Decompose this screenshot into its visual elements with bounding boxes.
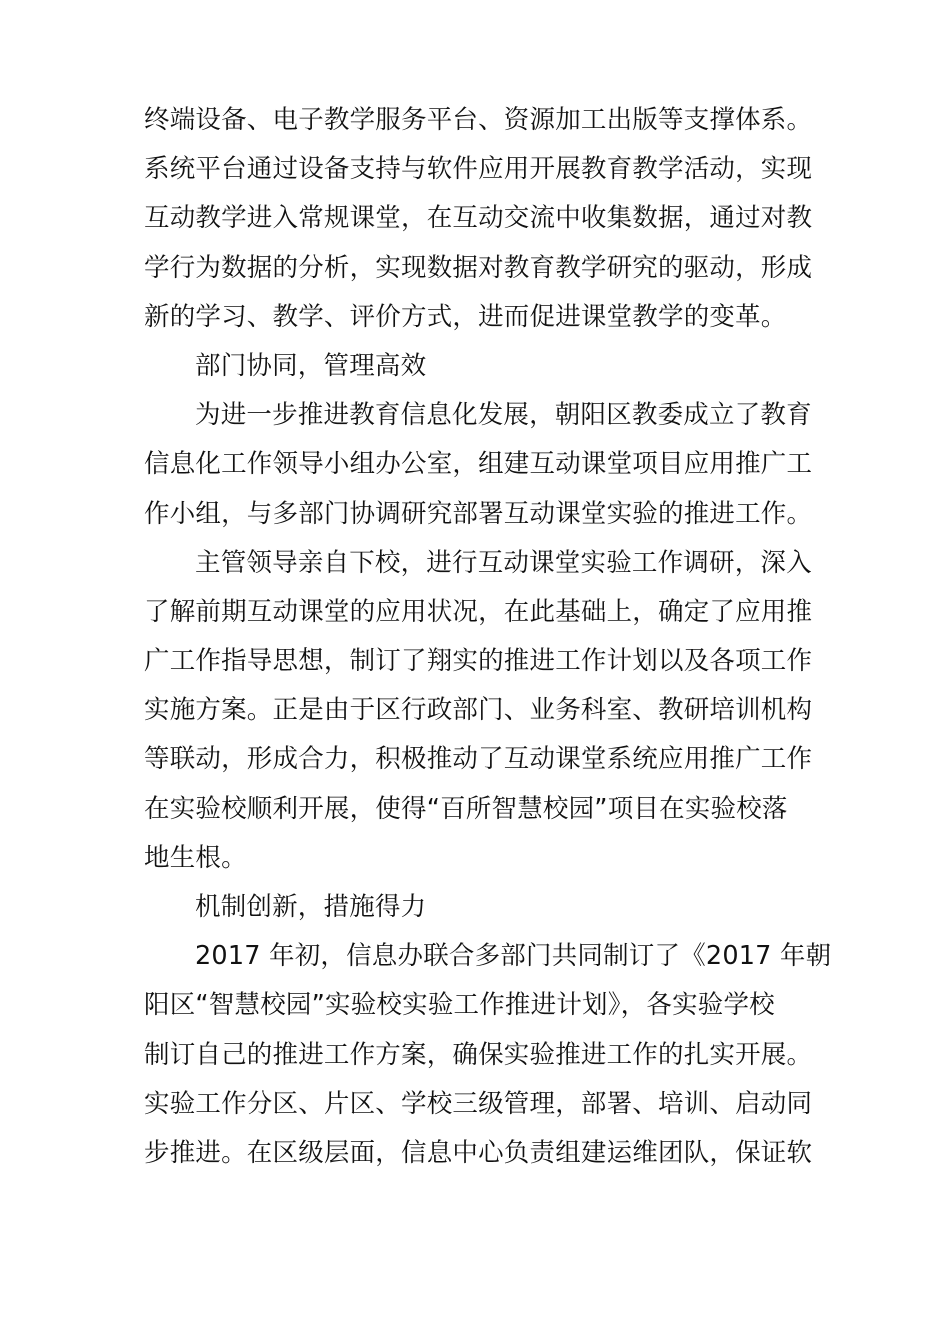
text-line: 主管领导亲自下校，进行互动课堂实验工作调研，深入 [195, 547, 812, 578]
text-line: 等联动，形成合力，积极推动了互动课堂系统应用推广工作 [144, 744, 813, 775]
text-line: 实验工作分区、片区、学校三级管理，部署、培训、启动同 [144, 1088, 813, 1119]
document-body [144, 96, 832, 1178]
section-heading-mechanism-innovation: 机制创新，措施得力 [195, 892, 427, 922]
text-line: 2017 年初，信息办联合多部门共同制订了《2017 年朝 [195, 941, 832, 972]
text-line: 了解前期互动课堂的应用状况，在此基础上，确定了应用推 [144, 596, 813, 627]
text-line: 作小组，与多部门协调研究部署互动课堂实验的推进工作。 [144, 498, 813, 529]
text-line: 终端设备、电子教学服务平台、资源加工出版等支撑体系。 [144, 105, 813, 135]
text-line: 信息化工作领导小组办公室，组建互动课堂项目应用推广工 [144, 449, 813, 480]
text-line: 实施方案。正是由于区行政部门、业务科室、教研培训机构 [144, 695, 813, 726]
text-line: 步推进。在区级层面，信息中心负责组建运维团队，保证软 [144, 1137, 813, 1168]
text-line: 新的学习、教学、评价方式，进而促进课堂教学的变革。 [144, 301, 787, 332]
text-line: 学行为数据的分析，实现数据对教育教学研究的驱动，形成 [144, 252, 813, 283]
text-line: 在实验校顺利开展，使得“百所智慧校园”项目在实验校落 [144, 793, 788, 824]
text-line: 地生根。 [144, 842, 247, 873]
text-line: 阳区“智慧校园”实验校实验工作推进计划》，各实验学校 [144, 990, 775, 1021]
text-line: 为进一步推进教育信息化发展，朝阳区教委成立了教育 [195, 400, 812, 431]
text-line: 广工作指导思想，制订了翔实的推进工作计划以及各项工作 [144, 646, 813, 677]
text-line: 系统平台通过设备支持与软件应用开展教育教学活动，实现 [144, 154, 813, 185]
text-line: 制订自己的推进工作方案，确保实验推进工作的扎实开展。 [144, 1039, 813, 1070]
section-heading-department-collaboration: 部门协同，管理高效 [195, 350, 427, 381]
text-line: 互动教学进入常规课堂，在互动交流中收集数据，通过对教 [144, 203, 813, 234]
